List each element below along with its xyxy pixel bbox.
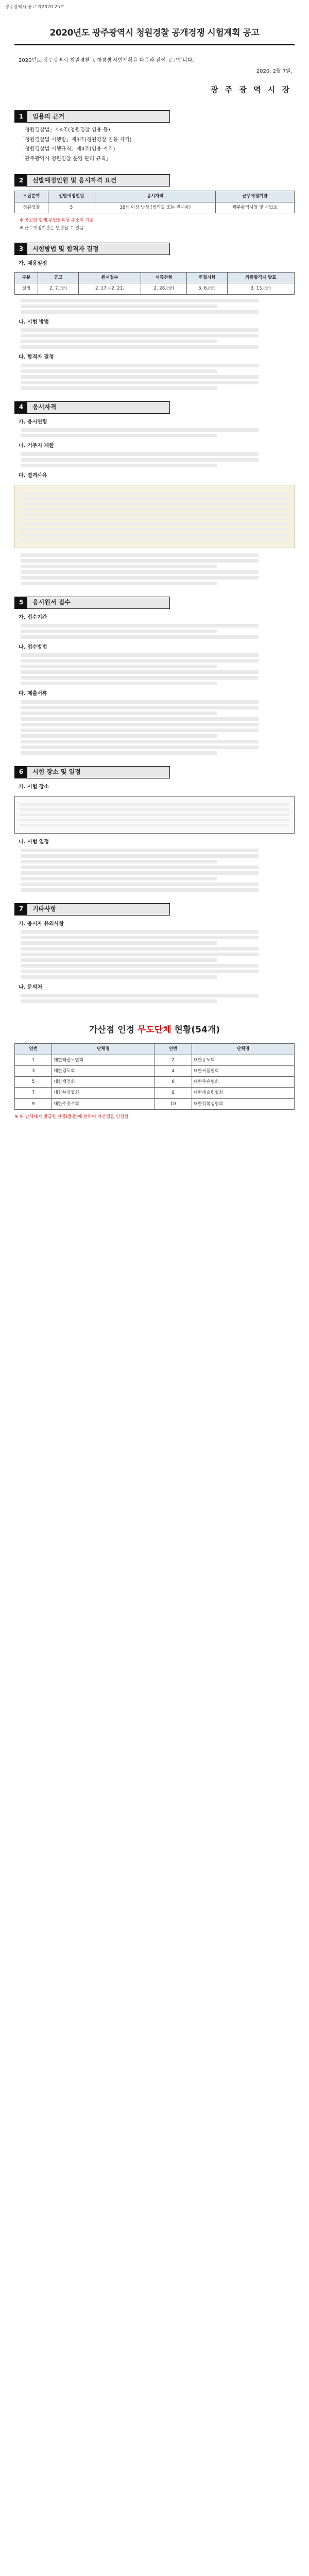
subheading: 나. 접수방법	[19, 644, 47, 650]
appendix-title	[14, 1024, 295, 1037]
text-line	[21, 953, 259, 956]
table-cell: 18세 이상 남성 (병역필 또는 면제자)	[95, 202, 215, 213]
text-line	[20, 528, 289, 531]
text-line	[21, 941, 217, 945]
table-row	[15, 1055, 295, 1065]
section-6-header	[14, 766, 170, 778]
table-cell: 대한씨름협회	[192, 1065, 294, 1076]
text-line	[21, 576, 259, 580]
text-line	[21, 860, 217, 863]
section-title: 선발예정인원 및 응시자격 요건	[27, 175, 169, 186]
table-cell: 대한우슈협회	[192, 1077, 294, 1088]
text-block	[14, 930, 295, 979]
text-line	[21, 665, 217, 668]
text-line	[21, 375, 259, 379]
text-line	[21, 745, 259, 749]
recruit-table	[14, 191, 295, 213]
text-line	[21, 428, 259, 432]
section-number: 6	[15, 767, 27, 778]
text-line	[21, 723, 259, 726]
table-header: 연번	[154, 1044, 192, 1055]
text-block	[14, 849, 295, 892]
table-cell: 3. 13.(금)	[227, 283, 294, 294]
text-line	[21, 700, 259, 704]
section-number: 7	[15, 904, 27, 915]
text-line	[20, 824, 289, 826]
table-header: 서류전형	[141, 272, 187, 283]
table-cell: 대한태권도협회	[52, 1055, 154, 1065]
text-line	[21, 975, 217, 979]
text-line	[21, 866, 259, 869]
text-line	[21, 310, 259, 314]
info-box	[14, 796, 295, 834]
text-line	[21, 676, 259, 680]
page-title: 2020년도 광주광역시 청원경찰 공개경쟁 시험계획 공고	[49, 28, 260, 39]
text-block	[14, 700, 295, 755]
text-line	[21, 970, 259, 973]
table-cell: 5	[48, 202, 95, 213]
list-item: 「청원경찰법 시행령」제3조(청원경찰 임용 자격)	[20, 137, 132, 143]
table-header: 공고	[38, 272, 79, 283]
table-header: 모집분야	[15, 191, 48, 202]
text-line	[20, 492, 289, 495]
text-line	[21, 299, 259, 302]
section-number: 2	[15, 175, 27, 186]
section-number: 3	[15, 243, 27, 255]
text-line	[21, 624, 259, 628]
list-item: 「청원경찰법」제4조(청원경찰 임용 등)	[20, 127, 110, 133]
table-header: 선발예정인원	[48, 191, 95, 202]
text-block	[14, 624, 295, 639]
text-line	[21, 751, 217, 755]
text-line	[21, 635, 259, 639]
table-cell: 대한택견회	[52, 1077, 154, 1088]
text-line	[21, 711, 217, 715]
appendix-note: ※ 위 단체에서 발급한 단증(품증)에 한하여 가산점을 인정함	[14, 1114, 129, 1120]
section-3-header	[14, 243, 170, 255]
text-line	[21, 728, 259, 732]
text-line	[21, 334, 259, 337]
text-line	[21, 670, 259, 674]
text-line	[21, 386, 217, 390]
text-line	[21, 930, 259, 934]
text-line	[21, 381, 259, 384]
issuer: 광 주 광 역 시 장	[210, 85, 291, 95]
text-block	[14, 328, 295, 349]
table-cell: 대한레슬링협회	[192, 1088, 294, 1098]
table-cell: 2	[154, 1055, 192, 1065]
subheading: 가. 채용일정	[19, 261, 47, 267]
appendix-title-highlight: 무도단체	[137, 1024, 171, 1035]
text-line	[21, 877, 217, 880]
text-line	[21, 653, 259, 657]
text-line	[21, 883, 259, 886]
section-7-header	[14, 903, 170, 916]
subheading: 나. 시험 일정	[19, 839, 49, 845]
table-cell: 4	[154, 1065, 192, 1076]
text-line	[21, 936, 259, 939]
text-line	[21, 630, 217, 633]
table-cell: 6	[154, 1077, 192, 1088]
text-line	[21, 304, 217, 308]
table-cell: 일정	[15, 283, 38, 294]
title-divider	[14, 44, 295, 45]
text-line	[20, 533, 289, 536]
table-cell: 2. 28.(금)	[141, 283, 187, 294]
text-block	[14, 452, 295, 467]
text-block	[14, 299, 295, 314]
text-line	[21, 871, 259, 875]
appendix-title-suffix: 현황(54개)	[171, 1024, 220, 1035]
subheading: 다. 제출서류	[19, 691, 47, 697]
section-4-header	[14, 401, 170, 414]
table-cell: 9	[15, 1098, 52, 1109]
text-line	[21, 570, 259, 574]
info-box	[14, 485, 295, 548]
intro-text: 2020년도 광주광역시 청원경찰 공개경쟁 시험계획을 다음과 같이 공고합니다.	[19, 57, 194, 63]
text-line	[20, 497, 289, 500]
subheading: 나. 문의처	[19, 985, 42, 991]
text-block	[14, 428, 295, 437]
text-line	[21, 706, 259, 709]
list-item: 「광주광역시 청원경찰 운영 관리 규칙」	[20, 156, 111, 162]
text-line	[21, 553, 259, 557]
text-line	[21, 958, 217, 962]
section-title: 응시원서 접수	[27, 597, 169, 608]
table-header: 연번	[15, 1044, 52, 1055]
text-line	[21, 345, 259, 349]
table-cell: 2. 7.(금)	[38, 283, 79, 294]
text-line	[20, 502, 289, 505]
text-line	[21, 999, 217, 1003]
text-line	[21, 434, 217, 437]
table-cell: 대한주짓수회	[52, 1098, 154, 1109]
section-1-list	[14, 127, 295, 163]
table-cell: 대한유도회	[192, 1055, 294, 1065]
list-item: 「청원경찰법 시행규칙」제4조(임용 자격)	[20, 146, 115, 152]
section-title: 시험방법 및 합격자 결정	[27, 243, 169, 255]
section-title: 응시자격	[27, 402, 169, 413]
text-line	[20, 808, 289, 811]
section-title: 임용의 근거	[27, 111, 169, 122]
schedule-table	[14, 272, 295, 295]
text-block	[14, 994, 295, 1003]
text-line	[21, 565, 217, 568]
text-line	[21, 559, 259, 563]
table-cell: 3	[15, 1065, 52, 1076]
text-line	[20, 819, 289, 821]
table-row	[15, 1065, 295, 1076]
text-line	[20, 507, 289, 510]
section-5-header	[14, 597, 170, 609]
martial-arts-table	[14, 1043, 295, 1110]
notice-date: 2020. 2월 7일.	[256, 68, 293, 74]
section-number: 5	[15, 597, 27, 608]
text-line	[21, 452, 259, 456]
table-cell: 10	[154, 1098, 192, 1109]
text-line	[21, 682, 217, 685]
table-cell: 8	[154, 1088, 192, 1098]
text-line	[21, 659, 259, 663]
text-line	[21, 328, 259, 332]
notice-number: 광주광역시 공고 제2020-25호	[5, 5, 64, 10]
text-line	[21, 888, 259, 892]
table-row	[15, 1077, 295, 1088]
section-number: 1	[15, 111, 27, 122]
subheading: 나. 거주지 제한	[19, 443, 54, 449]
text-line	[21, 947, 259, 951]
subheading: 다. 결격사유	[19, 472, 47, 479]
text-line	[20, 518, 289, 520]
subheading: 가. 응시연령	[19, 419, 47, 425]
table-header: 응시자격	[95, 191, 215, 202]
text-line	[20, 523, 289, 526]
text-line	[20, 803, 289, 806]
subheading: 가. 시험 장소	[19, 784, 49, 790]
table-cell: 광주광역시청 및 사업소	[215, 202, 294, 213]
table-header: 원서접수	[78, 272, 141, 283]
text-block	[14, 653, 295, 685]
table-header: 면접시험	[187, 272, 228, 283]
text-line	[21, 740, 259, 743]
table-header: 근무예정기관	[215, 191, 294, 202]
table-cell: 7	[15, 1088, 52, 1098]
table-row	[15, 283, 295, 294]
appendix-title-prefix: 가산점 인정	[89, 1024, 138, 1035]
table-header: 최종합격자 발표	[227, 272, 294, 283]
table-cell: 2. 17.~2. 21.	[78, 283, 141, 294]
text-line	[21, 369, 217, 373]
text-line	[21, 464, 217, 467]
note: ※ 공고일 현재 주민등록상 주소지 기준	[20, 217, 94, 223]
table-header: 단체명	[52, 1044, 154, 1055]
text-line	[21, 994, 259, 997]
section-title: 시험 장소 및 일정	[27, 767, 169, 778]
table-cell: 3. 6.(금)	[187, 283, 228, 294]
text-line	[21, 458, 259, 462]
table-cell: 대한복싱협회	[52, 1088, 154, 1098]
text-line	[20, 538, 289, 541]
subheading: 가. 응시자 유의사항	[19, 921, 64, 927]
table-header: 구분	[15, 272, 38, 283]
table-row	[15, 202, 295, 213]
note: ※ 근무예정기관은 변경될 수 있음	[20, 226, 84, 231]
text-block	[14, 364, 295, 390]
table-cell: 대한검도회	[52, 1065, 154, 1076]
section-title: 기타사항	[27, 904, 169, 915]
text-line	[21, 717, 259, 721]
text-line	[21, 734, 217, 738]
text-line	[21, 582, 217, 585]
table-cell: 1	[15, 1055, 52, 1065]
section-number: 4	[15, 402, 27, 413]
subheading: 다. 합격자 결정	[19, 354, 54, 361]
table-cell: 청원경찰	[15, 202, 48, 213]
text-line	[21, 364, 259, 367]
subheading: 나. 시험 방법	[19, 319, 49, 325]
text-line	[20, 513, 289, 515]
text-line	[20, 814, 289, 816]
subheading: 가. 접수기간	[19, 615, 47, 621]
text-line	[21, 854, 259, 858]
text-block	[14, 553, 295, 585]
text-line	[21, 340, 217, 343]
section-2-header	[14, 174, 170, 187]
text-line	[21, 964, 259, 968]
section-1-header	[14, 110, 170, 123]
table-row	[15, 1088, 295, 1098]
text-line	[21, 849, 259, 852]
table-row	[15, 1098, 295, 1109]
table-header: 단체명	[192, 1044, 294, 1055]
table-cell: 5	[15, 1077, 52, 1088]
table-cell: 대한킥복싱협회	[192, 1098, 294, 1109]
